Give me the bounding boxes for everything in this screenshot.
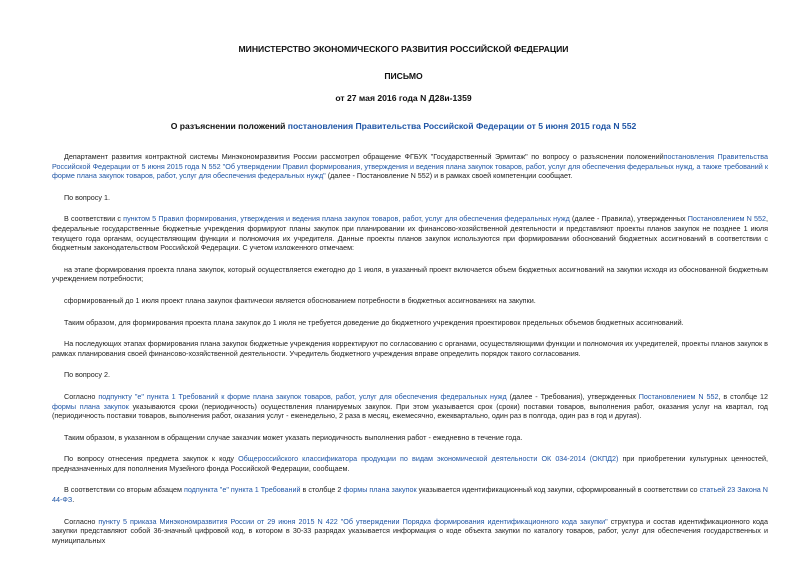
document-link[interactable]: подпункту "е" пункта 1 Требований к форме плана закупок товаров, работ, услуг для обеспечения федеральных нужд: [98, 391, 507, 401]
body-paragraph: [52, 454, 768, 473]
paragraph-text: Согласно: [64, 516, 99, 526]
paragraph-text: Таким образом, для формирования проекта плана закупок до 1 июля не требуется доведение до бюджетного учреждения проектировок предельных объемов бюджетных ассигнований.: [64, 317, 684, 327]
paragraph-text: В соответствии с: [64, 214, 124, 224]
paragraph-text: , в столбце 12: [718, 391, 769, 401]
document-date-number: от 27 мая 2016 года N Д28и-1359: [335, 93, 472, 103]
body-paragraph: [52, 339, 768, 358]
document-link[interactable]: Постановлением N 552: [687, 214, 767, 224]
body-paragraph: [52, 318, 768, 328]
subject-link[interactable]: постановления Правительства Российской Федерации от 5 июня 2015 года N 552: [287, 121, 637, 131]
paragraph-text: сформированный до 1 июля проект плана закупок фактически является обоснованием потребности в бюджетных ассигнованиях на закупки.: [64, 295, 536, 305]
paragraph-text: На последующих этапах формирования плана закупок бюджетные учреждения корректируют по согласованию с органами, осуществляющими функции и полномочия их учредителей, проекты планов закупок в рамках планирования своей финансово-хозяйственной деятельности. Учредитель бюджетного учреждения вправе определить порядок такого согласования.: [52, 339, 768, 358]
paragraph-text: Согласно: [64, 391, 99, 401]
subject-prefix: О разъяснении положений: [170, 121, 288, 131]
body-paragraph: [52, 485, 768, 504]
body-paragraph: [52, 517, 768, 546]
body-paragraph: [52, 433, 768, 443]
document-link[interactable]: формы плана закупок: [52, 401, 129, 411]
document-type: ПИСЬМО: [384, 71, 423, 81]
document-link[interactable]: Постановлением N 552: [638, 391, 719, 401]
ministry-title: МИНИСТЕРСТВО ЭКОНОМИЧЕСКОГО РАЗВИТИЯ РОССИЙСКОЙ ФЕДЕРАЦИИ: [238, 44, 569, 54]
paragraph-text: Департамент развития контрактной системы Минэкономразвития России рассмотрел обращение ФГБУК "Государственный Эрмитаж" по вопросу о разъяснении положений: [64, 152, 664, 161]
document-link[interactable]: пункту 5 приказа Минэкономразвития России от 29 июня 2015 N 422 "Об утверждении Порядка формирования идентификационного кода закупки": [98, 516, 608, 526]
document-link[interactable]: постановления Правительства Российской Федерации от 5 июня 2015 года N 552 "Об утверждении Правил формирования, утверждения и ведения плана закупок товаров, работ, услуг для обеспечения федеральных нужд, а также требований к форме плана закупок товаров, работ, услуг для обеспечения федеральных нужд": [52, 152, 768, 181]
document-link[interactable]: пунктом 5 Правил формирования, утверждения и ведения плана закупок товаров, работ, услуг для обеспечения федеральных нужд: [123, 214, 570, 224]
paragraph-text: на этапе формирования проекта плана закупок, который осуществляется ежегодно до 1 июля, в указанный проект включается объем бюджетных ассигнований на закупки исходя из обоснованной бюджетным учреждением потребности;: [52, 264, 768, 284]
document-link[interactable]: подпункта "е" пункта 1 Требований: [183, 485, 301, 495]
paragraph-text: указывается идентификационный код закупки, сформированный в соответствии со: [416, 485, 700, 495]
paragraph-text: указываются сроки (периодичность) осуществления планируемых закупок. При этом указывается срок (сроки) поставки товаров, выполнения работ, оказания услуг на квартал, год (периодичность поставки товаров, выполнения работ, оказания услуг - еженедельно, 2 раза в месяц, ежемесячно, ежеквартально, один раз в полгода, один раз в год и другая).: [52, 401, 768, 421]
document-link[interactable]: статьей 23 Закона N 44-ФЗ: [52, 485, 768, 505]
document-body: [52, 152, 768, 557]
paragraph-text: , федеральные государственные бюджетные учреждения формируют планы закупок при планировании их финансово-хозяйственной деятельности и представляют проекты планов закупок не позднее 1 июля текущего года органам, осуществляющим функции и полномочия их учредителя. Данные проекты планов закупок используются при формировании обоснований бюджетных ассигнований в соответствии с бюджетным законодательством Российской Федерации. С учетом изложенного отмечаем:: [52, 214, 769, 253]
document-link[interactable]: Общероссийского классификатора продукции по видам экономической деятельности ОК 034-2014 (ОКПД2): [238, 454, 619, 464]
body-paragraph: [52, 193, 768, 203]
paragraph-text: Таким образом, в указанном в обращении случае заказчик может указать периодичность выполнения работ - ежедневно в течение года.: [64, 432, 523, 442]
paragraph-text: (далее - Правила), утвержденных: [569, 214, 688, 224]
body-paragraph: [52, 265, 768, 284]
body-paragraph: [52, 392, 768, 421]
document-link[interactable]: формы плана закупок: [343, 485, 417, 495]
paragraph-text: при приобретении культурных ценностей, предназначенных для пополнения Музейного фонда Российской Федерации, сообщаем.: [52, 454, 769, 473]
paragraph-text: В соответствии со вторым абзацем: [64, 485, 184, 495]
body-paragraph: [52, 370, 768, 380]
paragraph-text: .: [72, 495, 75, 505]
paragraph-text: По вопросу отнесения предмета закупок к коду: [64, 454, 239, 464]
body-paragraph: [52, 152, 768, 181]
paragraph-text: структура и состав идентификационного кода закупки представляют собой 36-значный цифровой код, в котором в 30-33 разрядах указывается информация о коде объекта закупки по каталогу товаров, работ, услуг для обеспечения государственных и муниципальных: [52, 516, 768, 545]
paragraph-text: По вопросу 1.: [64, 192, 110, 202]
paragraph-text: По вопросу 2.: [64, 370, 110, 380]
body-paragraph: [52, 214, 768, 252]
paragraph-text: в столбце 2: [300, 485, 344, 495]
body-paragraph: [52, 296, 768, 306]
paragraph-text: (далее - Требования), утвержденных: [506, 391, 639, 401]
paragraph-text: (далее - Постановление N 552) и в рамках своей компетенции сообщает.: [325, 171, 573, 181]
document-subject: [0, 122, 807, 132]
